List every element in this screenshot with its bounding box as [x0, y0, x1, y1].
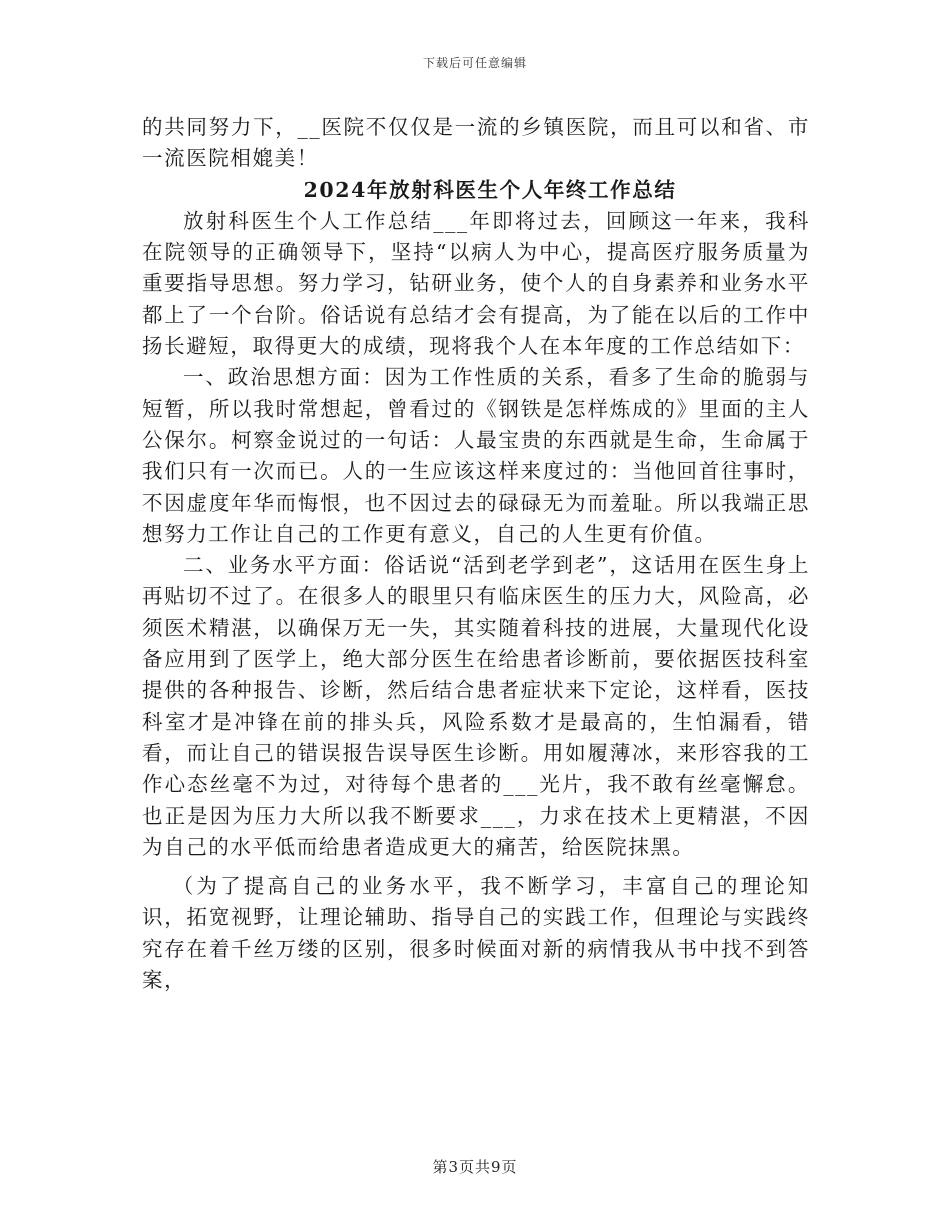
paragraph-political: 一、政治思想方面：因为工作性质的关系，看多了生命的脆弱与短暂，所以我时常想起，曾看过的《钢铁是怎样炼成的》里面的主人公保尔。柯察金说过的一句话：人最宝贵的东西就是生命，生命属于我们只有一次而已。人的一生应该这样来度过的：当他回首往事时，不因虚度年华而悔恨，也不因过去的碌碌无为而羞耻。所以我端正思想努力工作让自己的工作更有意义，自己的人生更有价值。 [142, 365, 810, 546]
header-note: 下载后可任意编辑 [422, 56, 527, 70]
document-title: 2024年放射科医生个人年终工作总结 [303, 177, 677, 202]
paragraph-professional: 二、业务水平方面：俗话说“活到老学到老”，这话用在医生身上再贴切不过了。在很多人的眼里只有临床医生的压力大，风险高，必须医术精湛，以确保万无一失，其实随着科技的进展，大量现代化设备应用到了医学上，绝大部分医生在给患者诊断前，要依据医技科室提供的各种报告、诊断，然后结合患者症状来下定论，这样看，医技科室才是冲锋在前的排头兵，风险系数才是最高的，生怕漏看，错看，而让自己的错误报告误导医生诊断。用如履薄冰，来形容我的工作心态丝毫不为过，对待每个患者的___光片，我不敢有丝毫懈怠。也正是因为压力大所以我不断要求___，力求在技术上更精湛，不因为自己的水平低而给患者造成更大的痛苦，给医院抹黑。 [142, 553, 810, 859]
page-number: 第3页共9页 [432, 1158, 518, 1176]
paragraph-learning: （为了提高自己的业务水平，我不断学习，丰富自己的理论知识，拓宽视野，让理论辅助、指导自己的实践工作，但理论与实践终究存在着千丝万缕的区别，很多时候面对新的病情我从书中找不到答案， [142, 874, 810, 993]
carryover-paragraph: 的共同努力下，__医院不仅仅是一流的乡镇医院，而且可以和省、市一流医院相媲美！ [142, 115, 810, 171]
document-body [142, 112, 810, 996]
paragraph-intro: 放射科医生个人工作总结___年即将过去，回顾这一年来，我科在院领导的正确领导下，坚持“以病人为中心，提高医疗服务质量为重要指导思想。努力学习，钻研业务，使个人的自身素养和业务水平都上了一个台阶。俗话说有总结才会有提高，为了能在以后的工作中扬长避短，取得更大的成绩，现将我个人在本年度的工作总结如下： [142, 208, 810, 359]
